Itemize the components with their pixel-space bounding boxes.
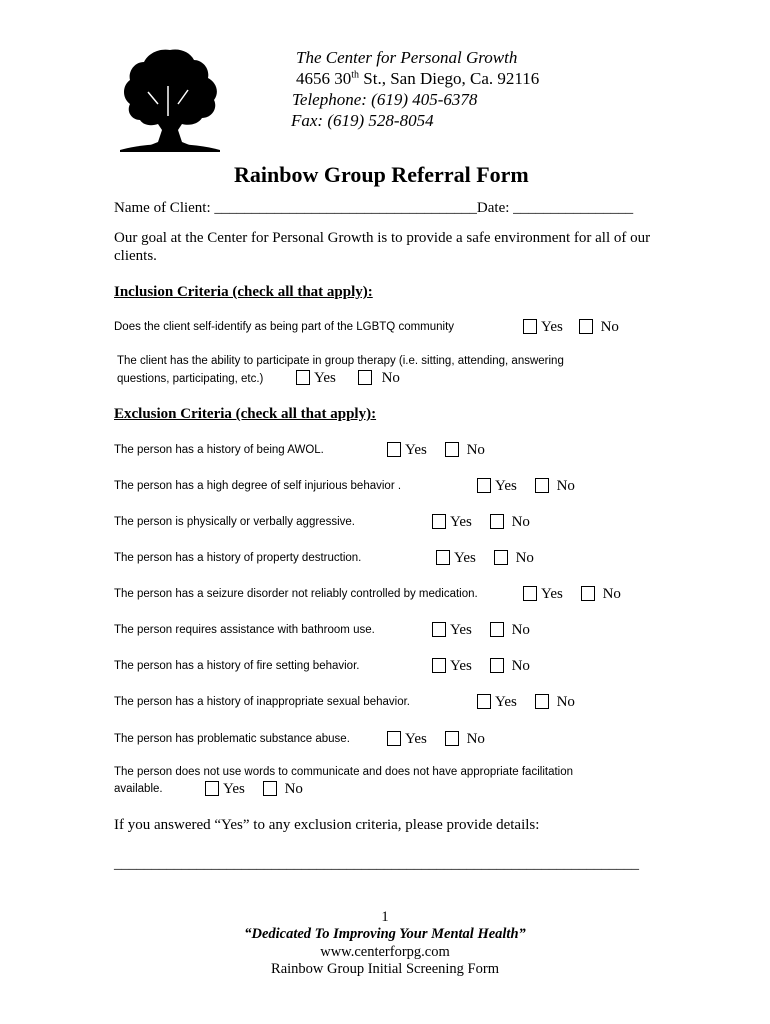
no-checkbox[interactable] <box>490 514 504 529</box>
address-sup: th <box>351 69 360 81</box>
no-checkbox[interactable] <box>358 370 372 385</box>
no-checkbox[interactable] <box>490 658 504 673</box>
yes-checkbox[interactable] <box>523 586 537 601</box>
address-part: 4656 30 <box>296 69 352 88</box>
yes-checkbox[interactable] <box>205 781 219 796</box>
date-label: Date: <box>476 200 514 216</box>
yes-label: Yes <box>454 550 476 566</box>
yes-checkbox[interactable] <box>432 658 446 673</box>
exclusion-item: The person has a high degree of self injurious behavior . <box>114 480 402 492</box>
exclusion-item: The person requires assistance with bathroom use. <box>114 624 375 636</box>
no-label: No <box>511 622 530 638</box>
org-fax: Fax: (619) 528-8054 <box>291 111 434 130</box>
no-label: No <box>511 514 530 530</box>
no-label: No <box>556 478 575 494</box>
goal-line-1: Our goal at the Center for Personal Growth is to provide a safe environment for all of our <box>114 230 651 246</box>
yes-checkbox[interactable] <box>436 550 450 565</box>
yes-label: Yes <box>450 622 472 638</box>
details-prompt: If you answered “Yes” to any exclusion criteria, please provide details: <box>114 817 540 833</box>
no-checkbox[interactable] <box>445 442 459 457</box>
exclusion-options <box>387 731 485 748</box>
org-telephone: Telephone: (619) 405-6378 <box>292 90 478 109</box>
yes-checkbox[interactable] <box>477 694 491 709</box>
yes-label: Yes <box>223 781 245 797</box>
inclusion-q2-line-1: The client has the ability to participate in group therapy (i.e. sitting, attending, answering <box>117 355 564 367</box>
no-label: No <box>515 550 534 566</box>
no-checkbox[interactable] <box>581 586 595 601</box>
exclusion-item: The person has problematic substance abuse. <box>114 733 350 745</box>
no-checkbox[interactable] <box>535 694 549 709</box>
yes-label: Yes <box>541 319 563 335</box>
yes-label: Yes <box>314 370 336 386</box>
no-checkbox[interactable] <box>535 478 549 493</box>
inclusion-q1: Does the client self-identify as being part of the LGBTQ community <box>114 321 455 333</box>
yes-checkbox[interactable] <box>432 622 446 637</box>
exclusion-options <box>432 514 530 531</box>
name-field[interactable]: ___________________________________ <box>214 200 477 216</box>
no-label: No <box>511 658 530 674</box>
page-number: 1 <box>381 909 389 925</box>
exclusion-options <box>432 622 530 639</box>
details-line[interactable]: ______________________________________________________________________ <box>114 856 639 872</box>
org-address <box>296 69 539 89</box>
yes-label: Yes <box>495 694 517 710</box>
tree-icon <box>118 46 222 154</box>
exclusion-options <box>523 586 621 603</box>
exclusion-item: The person has a history of being AWOL. <box>114 444 324 456</box>
form-title: Rainbow Group Referral Form <box>234 162 529 187</box>
no-label: No <box>466 442 485 458</box>
exclusion-options <box>432 658 530 675</box>
yes-label: Yes <box>495 478 517 494</box>
exclusion-item: The person has a seizure disorder not reliably controlled by medication. <box>114 588 478 600</box>
yes-label: Yes <box>450 658 472 674</box>
yes-label: Yes <box>450 514 472 530</box>
footer-slogan: “Dedicated To Improving Your Mental Health” <box>244 926 526 942</box>
org-name: The Center for Personal Growth <box>296 48 518 67</box>
no-label: No <box>602 586 621 602</box>
footer-form-name: Rainbow Group Initial Screening Form <box>271 961 499 977</box>
no-label: No <box>556 694 575 710</box>
exclusion-item: The person has a history of property destruction. <box>114 552 362 564</box>
no-checkbox[interactable] <box>579 319 593 334</box>
yes-checkbox[interactable] <box>387 442 401 457</box>
footer-website[interactable]: www.centerforpg.com <box>320 944 450 960</box>
exclusion-options <box>436 550 534 567</box>
address-part: St., San Diego, Ca. 92116 <box>359 69 540 88</box>
exclusion-item: The person is physically or verbally aggressive. <box>114 516 355 528</box>
goal-line-2: clients. <box>114 248 157 264</box>
exclusion-item-last-line-1: The person does not use words to communicate and does not have appropriate facilitation <box>114 766 574 778</box>
no-label: No <box>466 731 485 747</box>
yes-checkbox[interactable] <box>477 478 491 493</box>
yes-label: Yes <box>405 731 427 747</box>
inclusion-heading: Inclusion Criteria (check all that apply): <box>114 284 373 300</box>
no-checkbox[interactable] <box>263 781 277 796</box>
date-field[interactable]: ________________ <box>513 200 634 216</box>
inclusion-q2-line-2: questions, participating, etc.) <box>117 373 264 385</box>
exclusion-item: The person has a history of inappropriate sexual behavior. <box>114 696 410 708</box>
no-checkbox[interactable] <box>494 550 508 565</box>
yes-label: Yes <box>541 586 563 602</box>
yes-label: Yes <box>405 442 427 458</box>
yes-checkbox[interactable] <box>523 319 537 334</box>
no-label: No <box>600 319 619 335</box>
inclusion-q1-options <box>523 319 619 336</box>
yes-checkbox[interactable] <box>387 731 401 746</box>
exclusion-options <box>387 442 485 459</box>
yes-checkbox[interactable] <box>296 370 310 385</box>
name-label: Name of Client: <box>114 200 215 216</box>
no-checkbox[interactable] <box>490 622 504 637</box>
inclusion-q2-options <box>296 370 400 387</box>
exclusion-options <box>205 781 303 798</box>
exclusion-heading: Exclusion Criteria (check all that apply): <box>114 406 377 422</box>
yes-checkbox[interactable] <box>432 514 446 529</box>
no-checkbox[interactable] <box>445 731 459 746</box>
name-date-row <box>114 200 633 217</box>
exclusion-options <box>477 478 575 495</box>
no-label: No <box>284 781 303 797</box>
no-label: No <box>381 370 400 386</box>
exclusion-options <box>477 694 575 711</box>
exclusion-item: The person has a history of fire setting behavior. <box>114 660 360 672</box>
exclusion-item-last-line-2: available. <box>114 783 163 795</box>
